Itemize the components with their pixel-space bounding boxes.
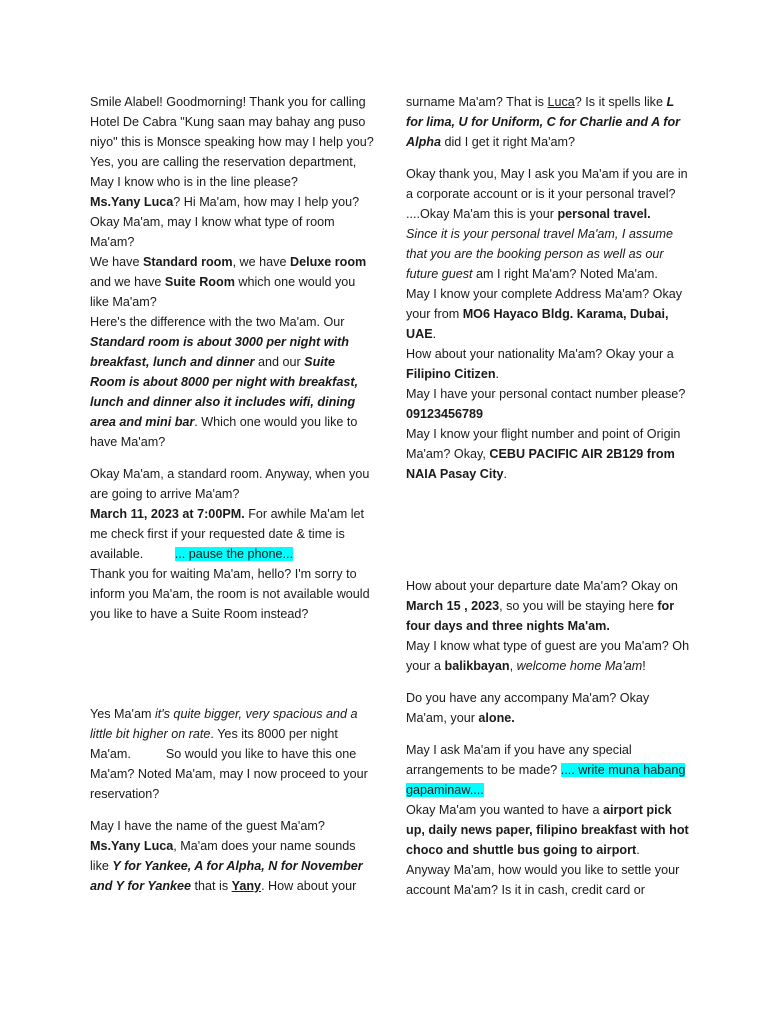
text-segment: May I have the name of the guest Ma'am?: [90, 819, 325, 833]
text-segment: it's quite bigger, very spacious and a little bit higher on rate: [90, 707, 358, 741]
room-types-paragraph: [90, 252, 374, 312]
text-segment: alone.: [478, 711, 515, 725]
text-segment: am I right Ma'am? Noted Ma'am.: [472, 267, 658, 281]
text-segment: Smile Alabel! Goodmorning! Thank you for calling Hotel De Cabra "Kung saan may bahay ang puso niyo" this is Monsce speaking how may I help you?: [90, 95, 374, 149]
text-segment: Do you have any accompany Ma'am? Okay Ma'am, your: [406, 691, 650, 725]
text-segment: Okay thank you, May I ask you Ma'am if you are in a corporate account or is it your personal travel? ....Okay Ma'am this is your: [406, 167, 688, 221]
flight-paragraph: [406, 424, 692, 484]
room-difference-paragraph: [90, 312, 374, 452]
text-segment: How about your departure date Ma'am? Okay on: [406, 579, 678, 593]
text-segment: CEBU PACIFIC AIR 2B129 from NAIA Pasay City: [406, 447, 675, 481]
text-segment: Standard room is about 3000 per night with breakfast, lunch and dinner: [90, 335, 349, 369]
accompany-paragraph: [406, 688, 692, 728]
suite-confirm-paragraph: [90, 704, 374, 804]
text-segment: ? Hi Ma'am, how may I help you? Okay Ma'am, may I know what type of room Ma'am?: [90, 195, 360, 249]
not-available-paragraph: [90, 564, 374, 624]
text-segment: and we have: [90, 275, 165, 289]
text-segment: . Yes its 8000 per night Ma'am. So would you like to have this one Ma'am? Noted Ma'am, may I now proceed to your reservation?: [90, 727, 372, 801]
text-segment: Since it is your personal travel Ma'am, I assume that you are the booking person as well as our future guest: [406, 227, 673, 281]
text-segment: .: [636, 843, 640, 857]
text-segment: , we have: [232, 255, 290, 269]
text-segment: Filipino Citizen: [406, 367, 496, 381]
text-segment: Ms.Yany Luca: [90, 195, 174, 209]
booking-person-paragraph: [406, 224, 692, 284]
text-segment: May I know your flight number and point of Origin Ma'am? Okay,: [406, 427, 681, 461]
text-segment: .: [495, 367, 500, 381]
nationality-paragraph: [406, 344, 692, 384]
arrival-question-paragraph: [90, 464, 374, 504]
text-segment: L for lima, U for Uniform, C for Charlie and A for Alpha: [406, 95, 681, 149]
text-segment: ,: [509, 659, 517, 673]
text-segment: Yes Ma'am: [90, 707, 155, 721]
special-arrangements-paragraph: [406, 740, 692, 800]
write-note: .... write muna habang gapaminaw....: [406, 763, 686, 797]
text-segment: !: [642, 659, 646, 673]
text-segment: Suite Room: [164, 275, 235, 289]
text-segment: ? Is it spells like: [574, 95, 667, 109]
text-segment: welcome home Ma'am: [516, 659, 643, 673]
text-segment: For awhile Ma'am let me check first if your requested date & time is available.: [90, 507, 368, 561]
text-segment: and our: [254, 355, 305, 369]
text-segment: surname Ma'am? That is: [406, 95, 548, 109]
text-segment: Yany: [231, 879, 262, 893]
text-segment: We have: [90, 255, 143, 269]
text-segment: Okay Ma'am you wanted to have a: [406, 803, 604, 817]
guest-name-question: [90, 816, 374, 836]
text-segment: May I have your personal contact number please?: [406, 387, 686, 401]
text-segment: May I ask Ma'am if you have any special arrangements to be made?: [406, 743, 632, 777]
departure-paragraph: [406, 576, 692, 636]
guest-intro-paragraph: [90, 192, 374, 252]
text-segment: March 15 , 2023: [406, 599, 500, 613]
text-segment: Luca: [547, 95, 575, 109]
text-segment: . How about your: [261, 879, 357, 893]
text-segment: Ms.Yany Luca: [90, 839, 174, 853]
text-segment: airport pick up, daily news paper, filipino breakfast with hot choco and shuttle bus going to airport: [406, 803, 689, 857]
department-paragraph: [90, 152, 374, 192]
text-segment: Deluxe room: [289, 255, 367, 269]
greeting-paragraph: [90, 92, 374, 152]
text-segment: Suite Room is about 8000 per night with breakfast, lunch and dinner also it includes wifi, dining area and mini bar: [90, 355, 359, 429]
text-segment: , so you will be staying here: [499, 599, 658, 613]
arrangements-list-paragraph: [406, 800, 692, 860]
text-segment: May I know what type of guest are you Ma'am? Oh your a: [406, 639, 690, 673]
text-segment: May I know your complete Address Ma'am? Okay your from: [406, 287, 683, 321]
text-segment: Okay Ma'am, a standard room. Anyway, when you are going to arrive Ma'am?: [90, 467, 370, 501]
text-segment: which one would you like Ma'am?: [90, 275, 356, 309]
text-segment: Standard room: [142, 255, 233, 269]
text-segment: that is: [191, 879, 232, 893]
text-segment: balikbayan: [444, 659, 510, 673]
surname-paragraph: [406, 92, 692, 152]
text-segment: 09123456789: [406, 407, 484, 421]
right-column: [406, 92, 692, 900]
pause-phone-note: ... pause the phone...: [174, 547, 294, 561]
payment-paragraph: [406, 860, 692, 900]
text-segment: Thank you for waiting Ma'am, hello? I'm sorry to inform you Ma'am, the room is not available would you like to have a Suite Room instead?: [90, 567, 370, 621]
text-segment: Anyway Ma'am, how would you like to settle your account Ma'am? Is it in cash, credit card or: [406, 863, 680, 897]
text-segment: March 11, 2023 at 7:00PM.: [90, 507, 245, 521]
text-segment: .: [432, 327, 437, 341]
guest-type-paragraph: [406, 636, 692, 676]
text-segment: personal travel.: [557, 207, 651, 221]
text-segment: How about your nationality Ma'am? Okay your a: [406, 347, 674, 361]
text-segment: , Ma'am does your name sounds like: [90, 839, 356, 873]
arrival-date-paragraph: [90, 504, 374, 564]
left-column: [90, 92, 374, 896]
text-segment: Yes, you are calling the reservation department, May I know who is in the line please?: [90, 155, 357, 189]
account-type-paragraph: [406, 164, 692, 224]
text-segment: Here's the difference with the two Ma'am. Our: [90, 315, 345, 329]
text-segment: did I get it right Ma'am?: [440, 135, 575, 149]
address-paragraph: [406, 284, 692, 344]
spelling-paragraph: [90, 836, 374, 896]
text-segment: . Which one would you like to have Ma'am?: [90, 415, 358, 449]
text-segment: Y for Yankee, A for Alpha, N for November and Y for Yankee: [90, 859, 363, 893]
contact-paragraph: [406, 384, 692, 424]
text-segment: .: [503, 467, 508, 481]
text-segment: for four days and three nights Ma'am.: [406, 599, 675, 633]
text-segment: MO6 Hayaco Bldg. Karama, Dubai, UAE: [406, 307, 669, 341]
